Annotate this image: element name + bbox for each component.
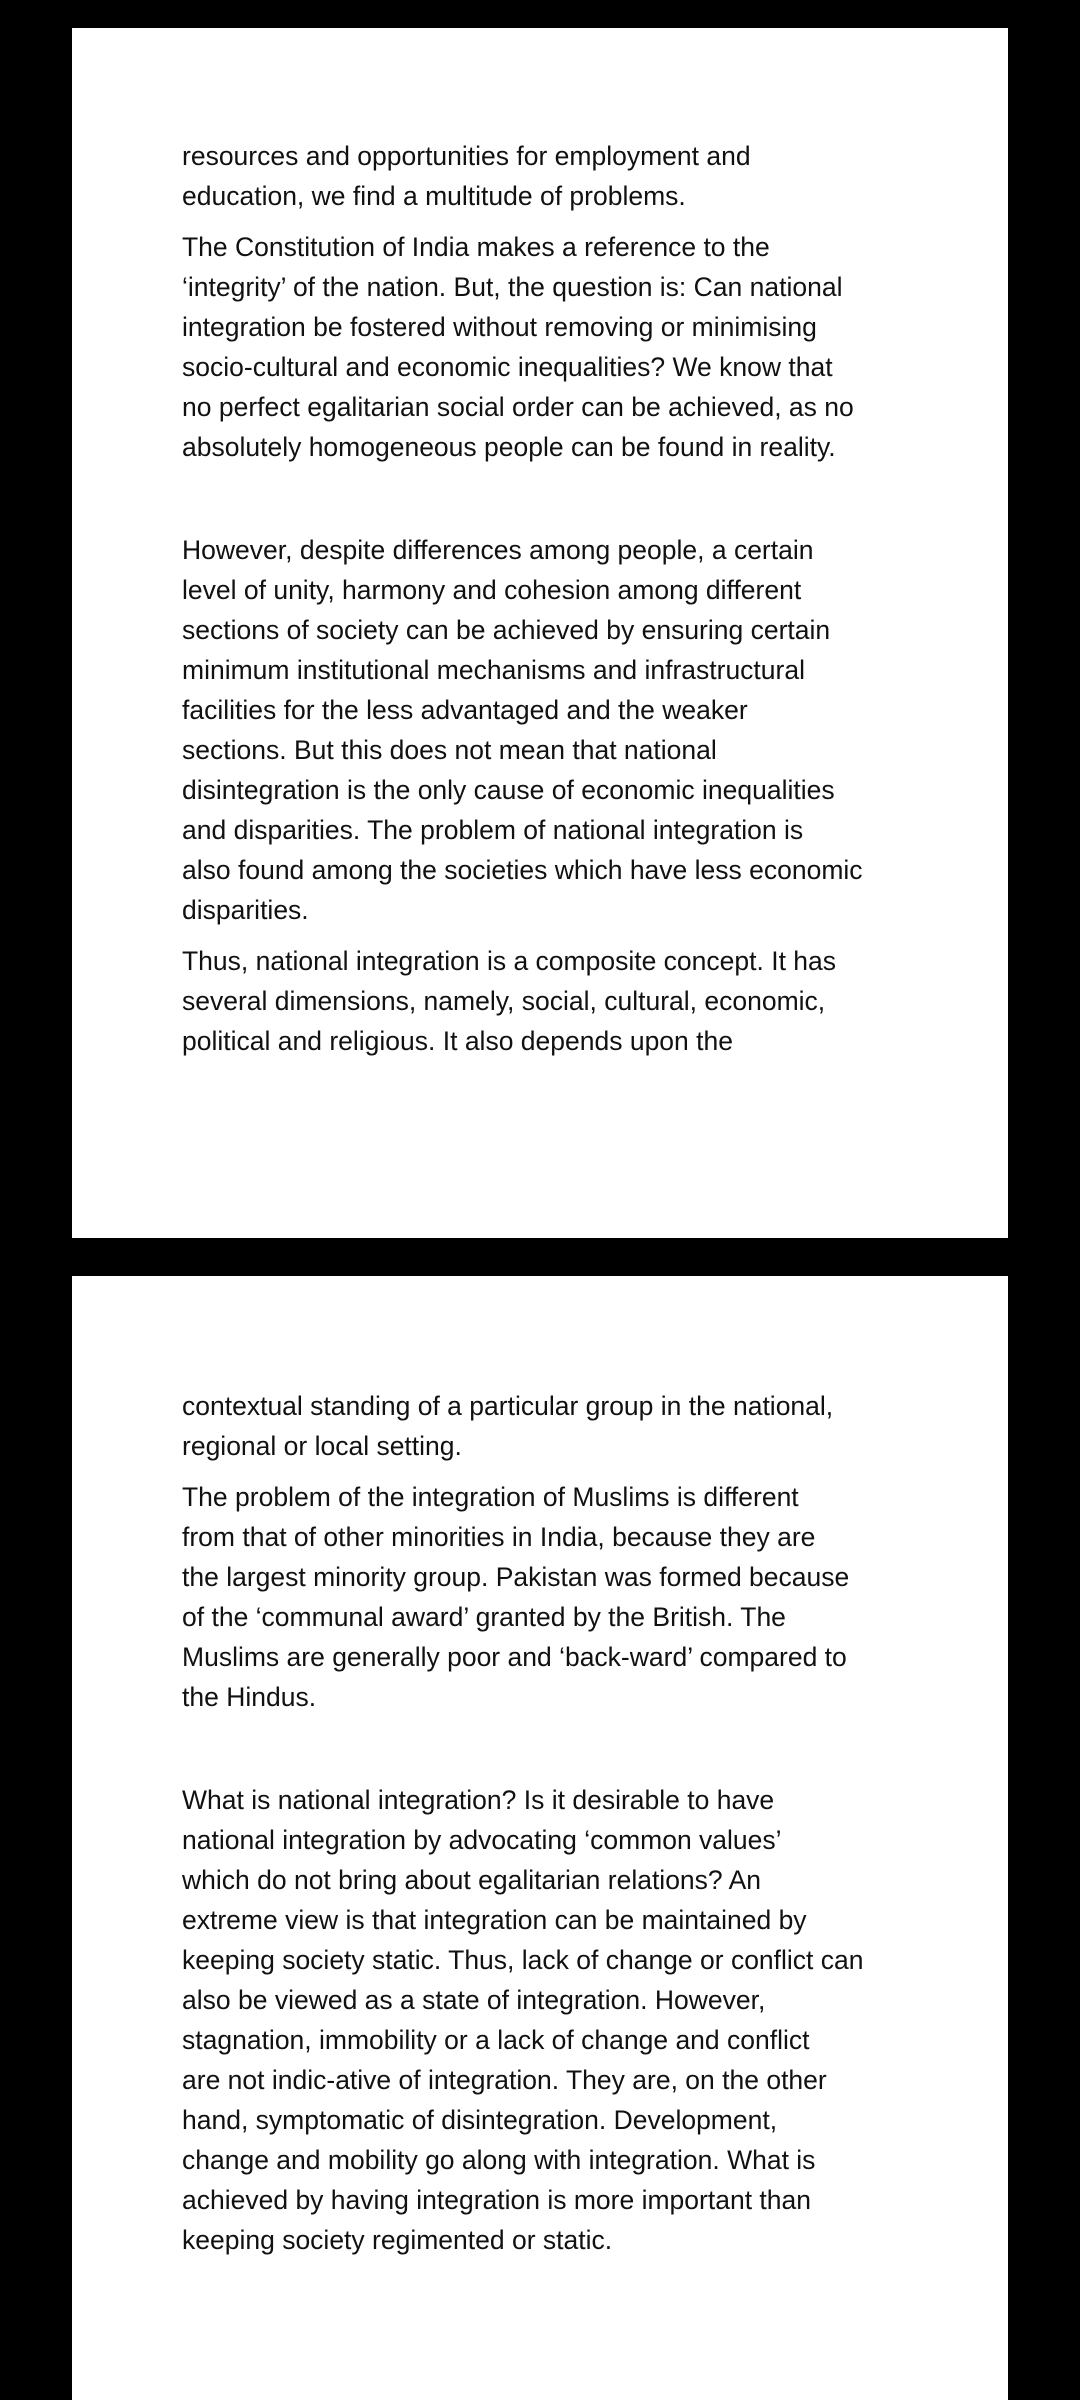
paragraph: However, despite differences among people, a certain level of unity, harmony and cohesion among different sections of society can be achieved by ensuring certain minimum institutional mechanisms and infrastructural facilities for the less advantaged and the weaker sections. But this does not mean that national disintegration is the only cause of economic inequalities and disparities. The problem of national integration is also found among the societies which have less economic disparities. bbox=[182, 535, 863, 925]
paragraph: What is national integration? Is it desirable to have national integration by advocating ‘common values’ which do not bring about egalitarian relations? An extreme view is that integration can be maintained by keeping society static. Thus, lack of change or conflict can also be viewed as a state of integration. However, stagnation, immobility or a lack of change and conflict are not indic-ative of integration. They are, on the other hand, symptomatic of disintegration. Development, change and mobility go along with integration. What is achieved by having integration is more important than keeping society regimented or static. bbox=[182, 1785, 864, 2255]
paragraph: Thus, national integration is a composite concept. It has several dimensions, namely, social, cultural, economic, political and religious. It also depends upon the bbox=[182, 946, 837, 1056]
paragraph: The Constitution of India makes a reference to the ‘integrity’ of the nation. But, the question is: Can national integration be fostered without removing or minimising socio-cultural and economic inequalities? We know that no perfect egalitarian social order can be achieved, as no absolutely homogeneous people can be found in reality. bbox=[182, 232, 854, 462]
document-page-2 bbox=[72, 1276, 1008, 2400]
paragraph: contextual standing of a particular group in the national, regional or local setting. bbox=[182, 1391, 834, 1461]
paragraph: resources and opportunities for employment and education, we find a multitude of problems. bbox=[182, 141, 751, 211]
document-page-1 bbox=[72, 28, 1008, 1238]
paragraph: The problem of the integration of Muslims is different from that of other minorities in India, because they are the largest minority group. Pakistan was formed because of the ‘communal award’ granted by the British. The Muslims are generally poor and ‘back-ward’ compared to the Hindus. bbox=[182, 1482, 850, 1712]
